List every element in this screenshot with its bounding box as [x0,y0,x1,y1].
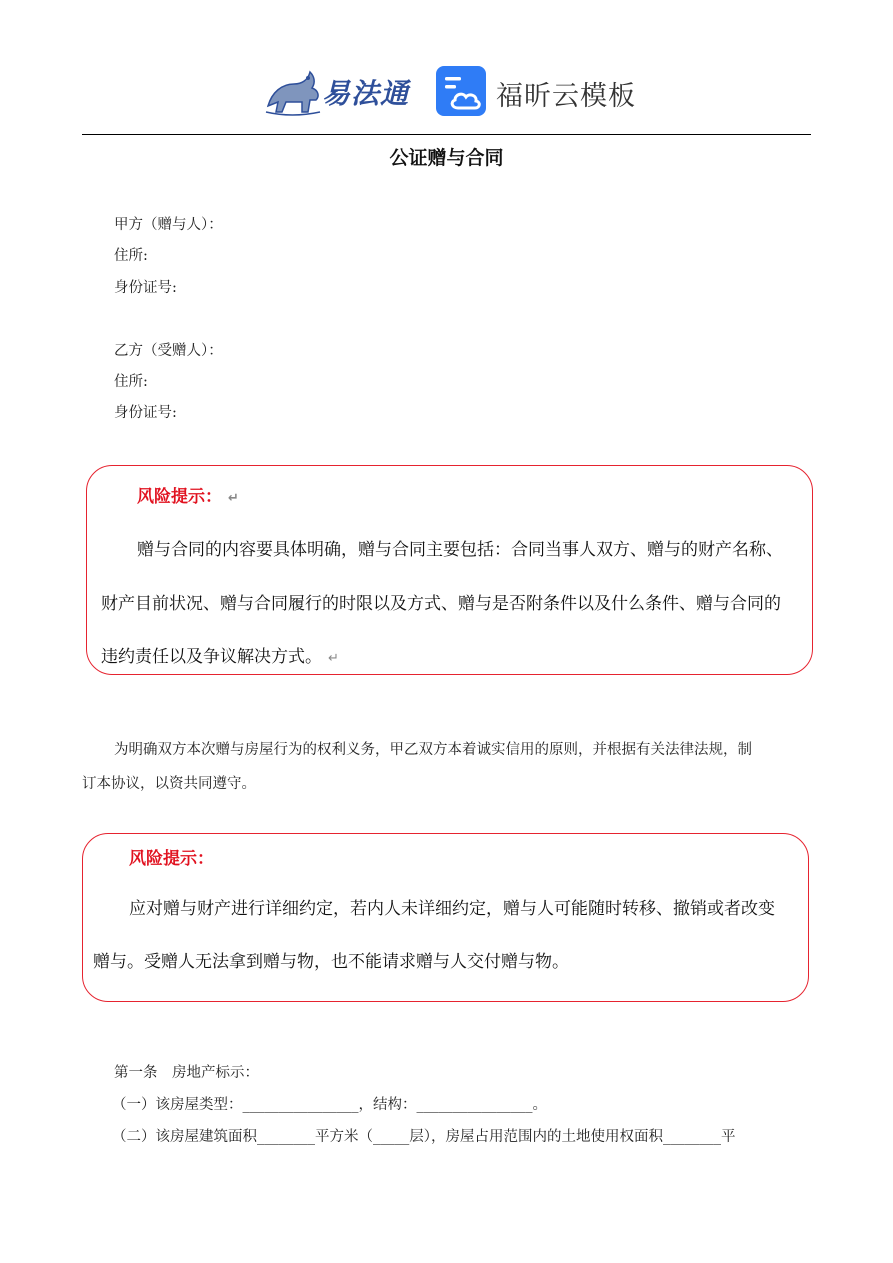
return-mark: ↵ [328,651,339,666]
party-b-label: 乙方（受赠人）： [114,343,223,359]
article-1-item-2: （二）该房屋建筑面积________平方米（_____层），房屋占用范围内的土地使用权面积________平 [112,1129,736,1145]
intro-line-2: 订本协议，以资共同遵守。 [82,776,256,792]
party-a-address: 住所: [114,248,148,264]
party-b-id: 身份证号: [114,405,177,421]
article-1-heading: 第一条 房地产标示： [114,1065,259,1081]
risk-box-2-line-1: 应对赠与财产进行详细约定，若内人未详细约定，赠与人可能随时转移、撤销或者改变 [129,899,775,919]
risk-box-2-line-2: 赠与。受赠人无法拿到赠与物，也不能请求赠与人交付赠与物。 [93,952,569,972]
party-b-address: 住所: [114,374,148,390]
yifatong-logo [262,62,414,118]
fuxin-logo [436,62,636,118]
risk-box-1-title: 风险提示： ↵ [137,487,239,507]
risk-box-1-line-2: 财产目前状况、赠与合同履行的时限以及方式、赠与是否附条件以及什么条件、赠与合同的 [101,594,781,614]
return-mark: ↵ [228,491,239,506]
intro-line-1: 为明确双方本次赠与房屋行为的权利义务，甲乙双方本着诚实信用的原则，并根据有关法律法规，制 [114,742,752,758]
logo1-text: 易法通 [322,77,410,110]
header-divider [82,134,811,135]
risk-box-1-line-1: 赠与合同的内容要具体明确，赠与合同主要包括：合同当事人双方、赠与的财产名称、 [137,540,783,560]
article-1-item-1: （一）该房屋类型：________________，结构：________________。 [112,1097,547,1113]
qilin-icon [262,62,322,118]
risk-box-2 [82,833,809,1002]
party-a-label: 甲方（赠与人）： [114,217,223,233]
logo2-text: 福昕云模板 [496,81,636,112]
header [0,58,893,124]
document-title: 公证赠与合同 [389,147,504,169]
cloud-document-icon [436,66,486,116]
risk-box-2-title: 风险提示： [129,849,214,869]
party-a-id: 身份证号: [114,280,177,296]
risk-box-1 [86,465,813,675]
risk-box-1-line-3: 违约责任以及争议解决方式。 ↵ [101,647,339,667]
